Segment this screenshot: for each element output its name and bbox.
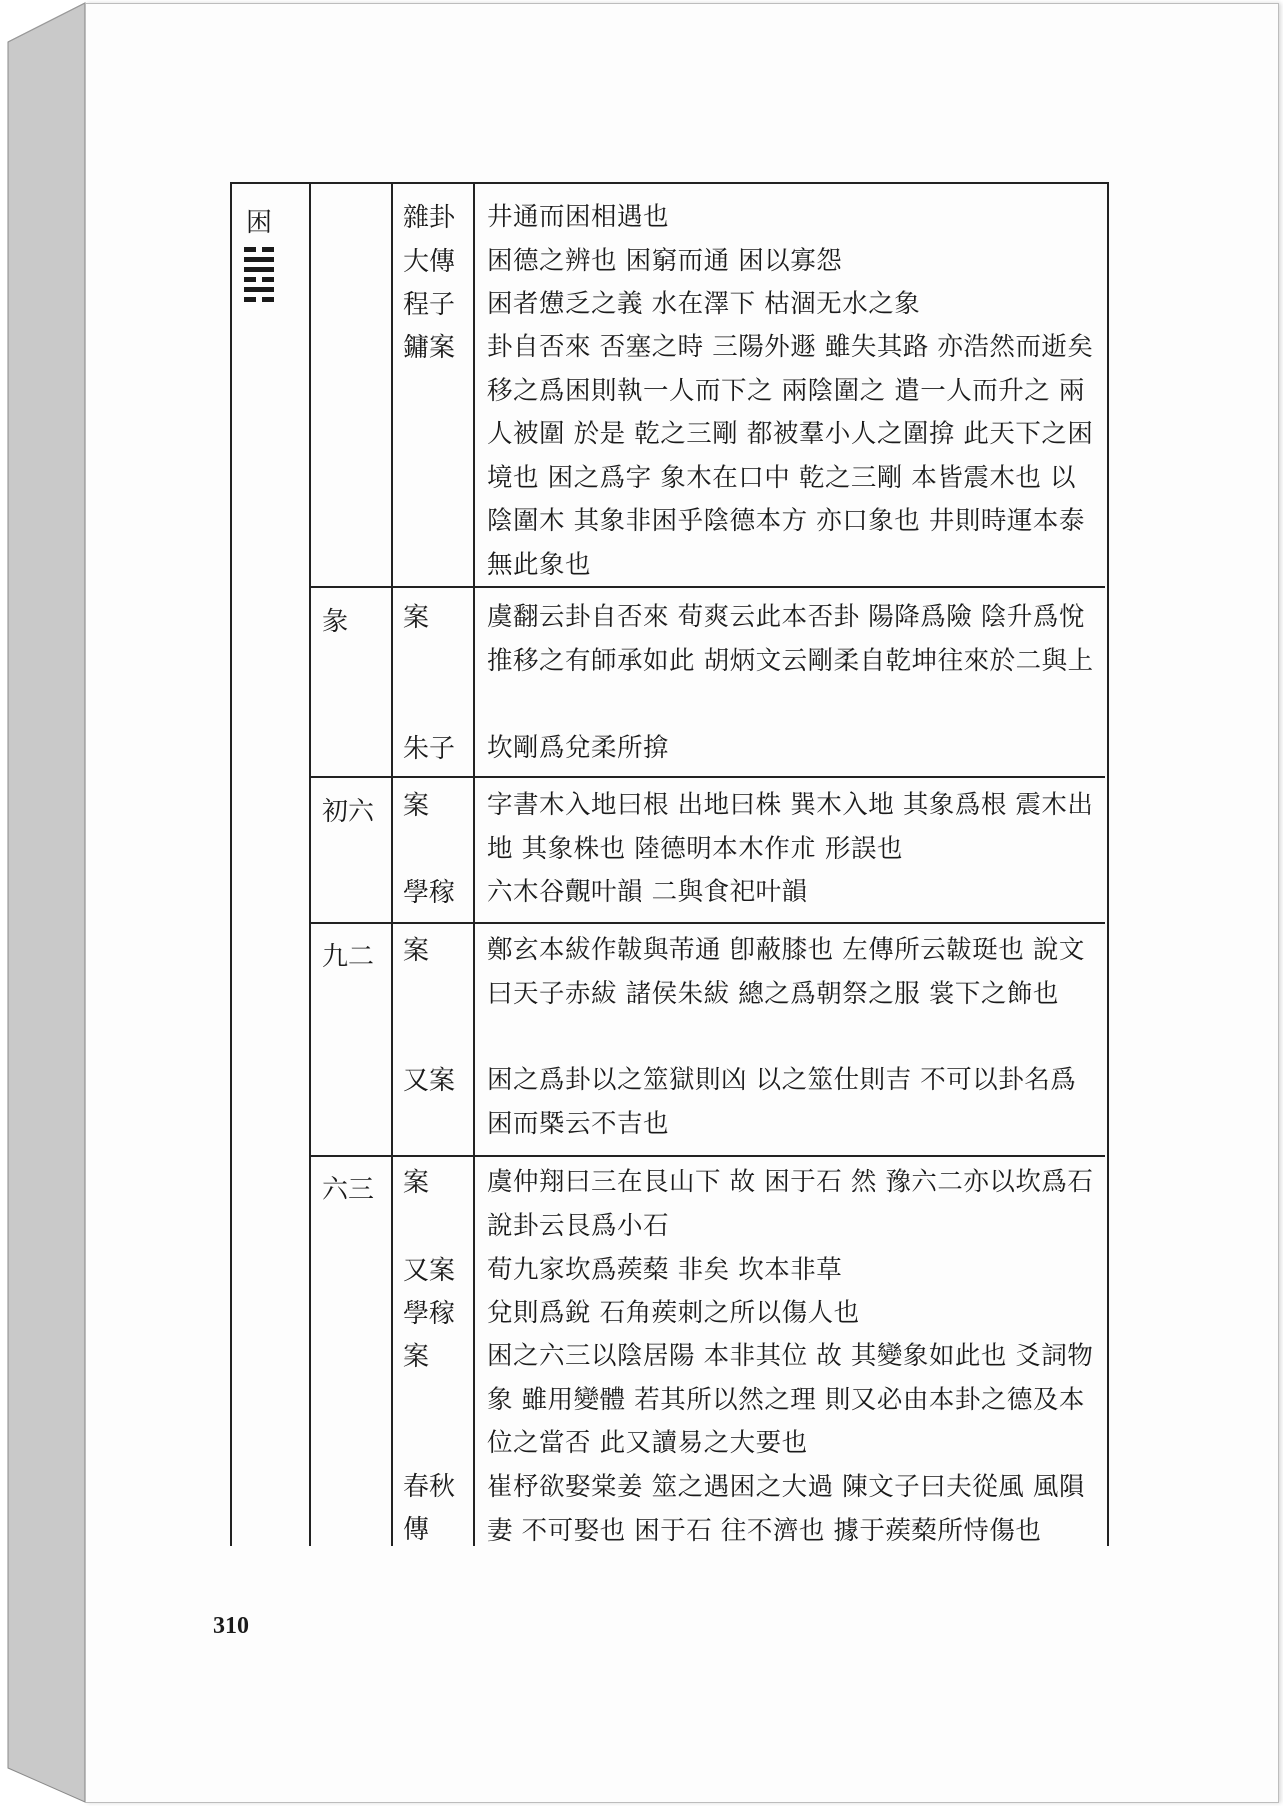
source-label: 案: [403, 603, 430, 633]
commentary-text: 崔杼欲娶棠姜 筮之遇困之大過 陳文子曰夫從風 風隕妻 不可娶也 困于石 往不濟也 據于蒺蔾所恃傷也: [487, 1472, 1085, 1546]
table-row-general: [309, 184, 1105, 588]
table-row-chuliu: [309, 776, 1105, 924]
table-row-liusan: [309, 1155, 1105, 1546]
commentary-text: 荀九家坎爲蒺蔾 非矣 坎本非草: [487, 1255, 843, 1285]
commentary-text: 井通而困相遇也: [487, 202, 670, 232]
commentary-text: 卦自否來 否塞之時 三陽外遯 雖失其路 亦浩然而逝矣 移之爲困則執一人而下之 兩陰圍之 遣一人而升之 兩人被圍 於是 乾之三剛 都被羣小人之圍揜 此天下之困境也 困之爲字 象木在口中 乾之三剛 本皆震木也 以陰圍木 其象非困乎陰德本方 亦口象也 井則時運本泰 無此象也: [487, 332, 1094, 580]
source-label: 學稼: [403, 1299, 456, 1329]
source-label: 案: [403, 936, 430, 966]
commentary-table: [230, 182, 1109, 1546]
hexagram-name: 困: [246, 208, 273, 238]
table-row-jiuer: [309, 922, 1105, 1157]
source-label: 案: [403, 1168, 430, 1198]
commentary-text: 字書木入地曰根 出地曰株 巽木入地 其象爲根 震木出地 其象株也 陸德明本木作朮 形誤也: [487, 790, 1094, 864]
source-label: 春秋傳: [403, 1472, 456, 1545]
commentary-text: 六木谷覿叶韻 二與食祀叶韻: [487, 877, 808, 907]
line-label: 六三: [322, 1175, 375, 1205]
commentary-text: 困者憊乏之義 水在澤下 枯涸无水之象: [487, 289, 921, 319]
source-label: 大傳: [403, 247, 456, 277]
source-label: 程子: [403, 290, 456, 320]
source-label: 案: [403, 791, 430, 821]
table-row-tuan: [309, 586, 1105, 778]
source-label: 雜卦: [403, 203, 456, 233]
source-label: 又案: [403, 1256, 456, 1286]
line-label: 九二: [322, 942, 375, 972]
source-label: 案: [403, 1342, 430, 1372]
commentary-text: 困之爲卦以之筮獄則凶 以之筮仕則吉 不可以卦名爲困而槩云不吉也: [487, 1065, 1077, 1139]
hexagram-symbol-icon: [244, 247, 274, 307]
hexagram-column: [232, 184, 311, 1546]
commentary-text: 坎剛爲兌柔所揜: [487, 733, 670, 763]
source-label: 又案: [403, 1066, 456, 1096]
commentary-text: 困之六三以陰居陽 本非其位 故 其變象如此也 爻詞物象 雖用變體 若其所以然之理 則又必由本卦之德及本位之當否 此又讀易之大要也: [487, 1341, 1094, 1458]
line-label: 初六: [322, 797, 375, 827]
source-label: 鏞案: [403, 333, 456, 363]
page-number: 310: [213, 1613, 249, 1639]
line-label: 彖: [322, 607, 349, 637]
commentary-text: 虞翻云卦自否來 荀爽云此本否卦 陽降爲險 陰升爲悅 推移之有師承如此 胡炳文云剛柔自乾坤往來於二與上: [487, 602, 1094, 676]
commentary-text: 虞仲翔曰三在艮山下 故 困于石 然 豫六二亦以坎爲石 說卦云艮爲小石: [487, 1167, 1094, 1241]
source-label: 朱子: [403, 734, 456, 764]
commentary-text: 兌則爲銳 石角蒺刺之所以傷人也: [487, 1298, 860, 1328]
commentary-text: 鄭玄本紱作韍與芾通 卽蔽膝也 左傳所云韍珽也 說文曰天子赤紱 諸侯朱紱 總之爲朝祭之服 裳下之飾也: [487, 935, 1085, 1009]
commentary-text: 困德之辨也 困窮而通 困以寡怨: [487, 246, 843, 276]
source-label: 學稼: [403, 878, 456, 908]
